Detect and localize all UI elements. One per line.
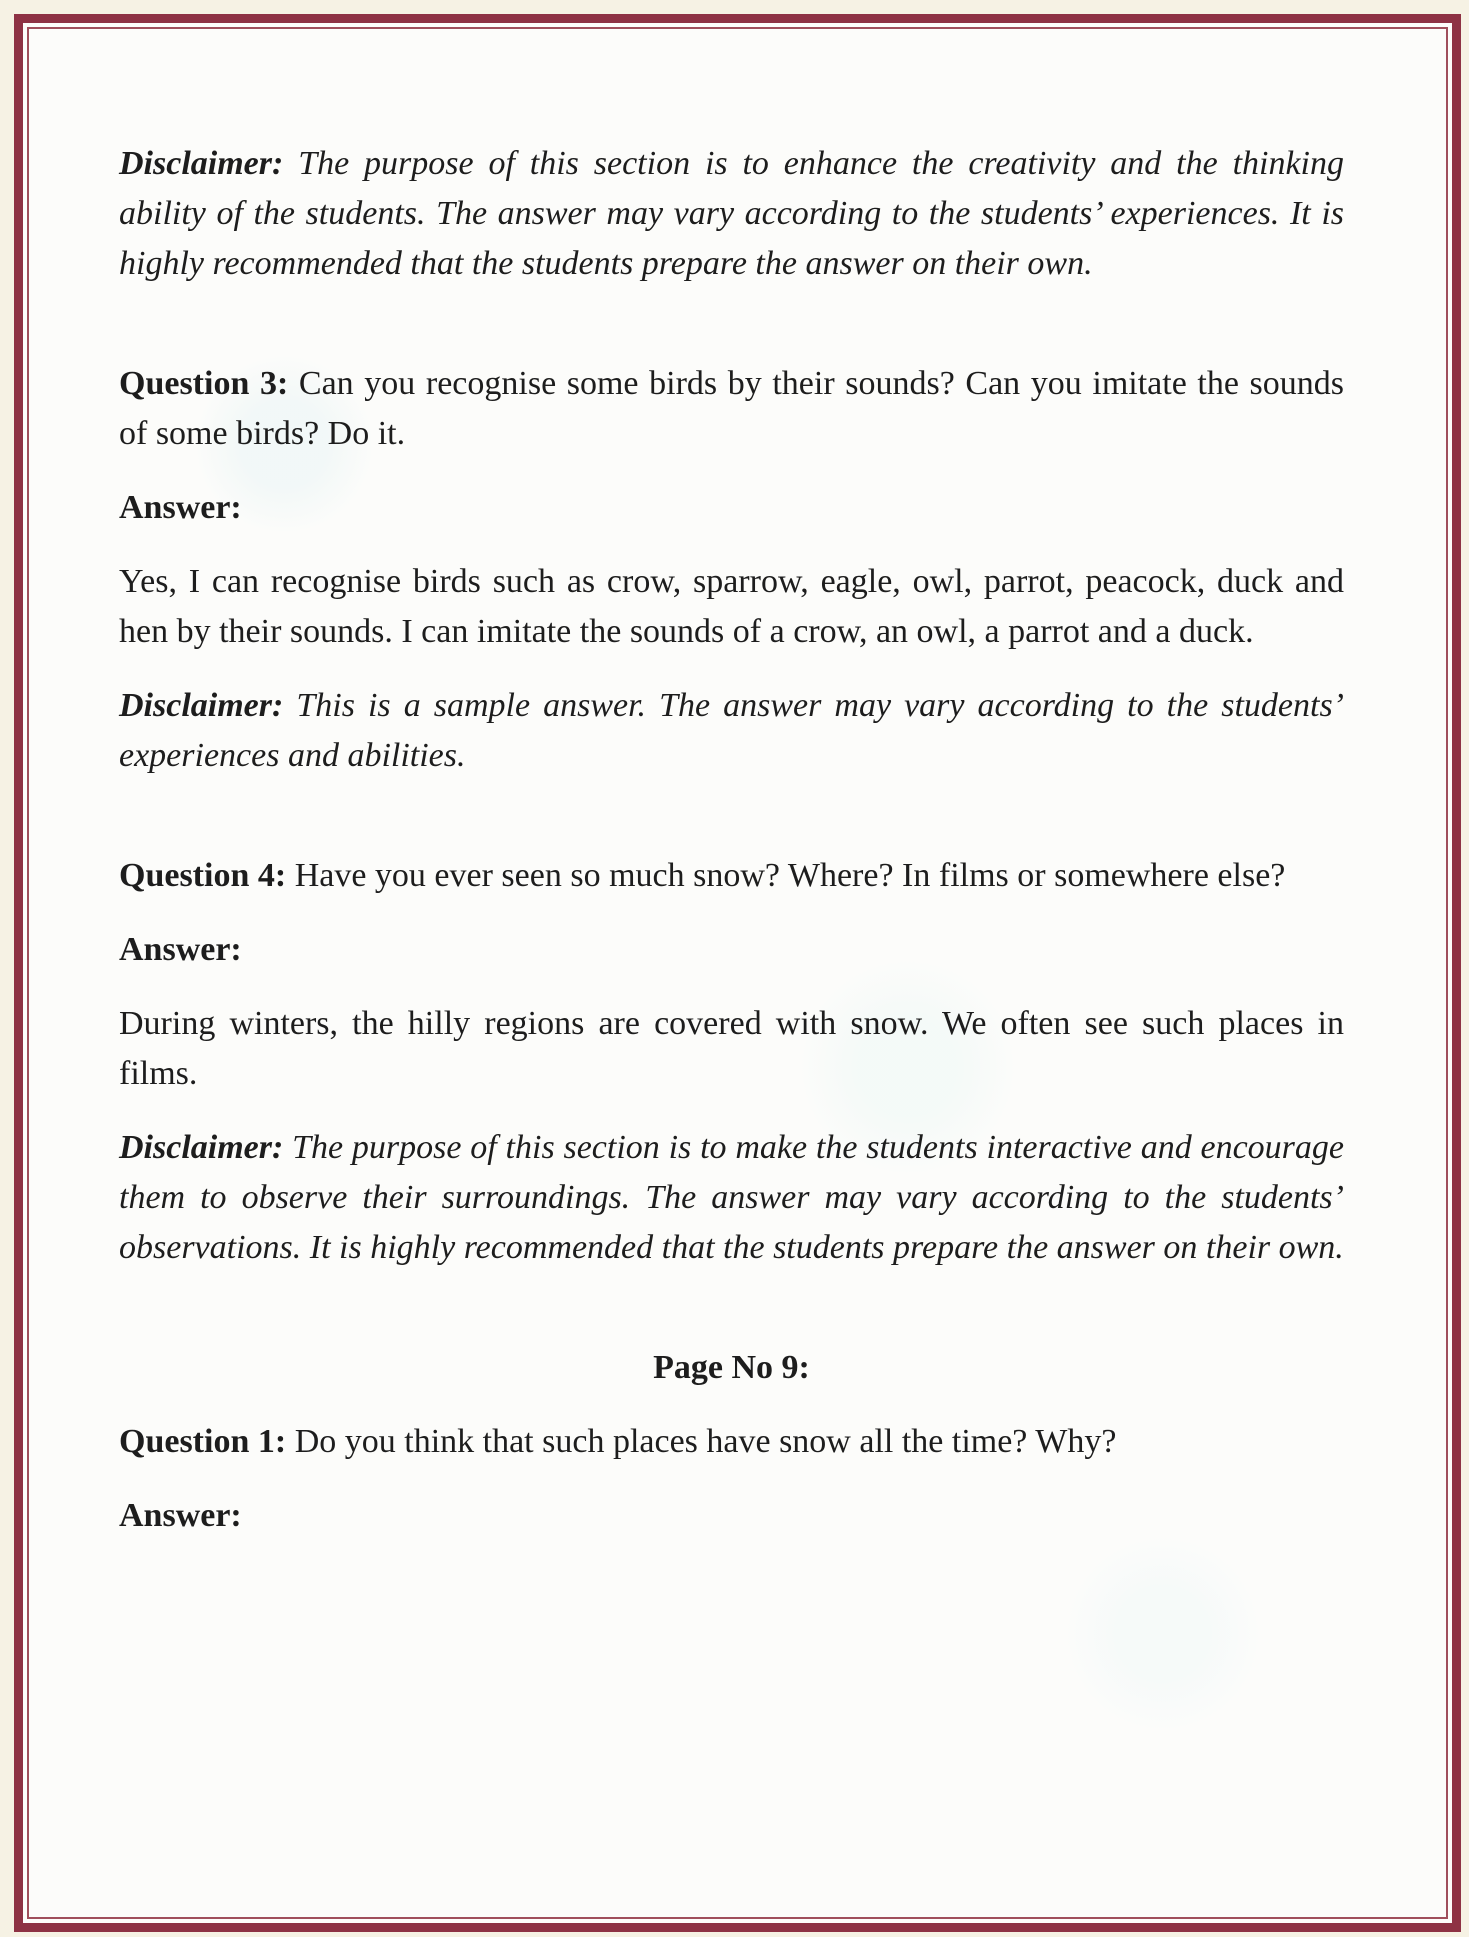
question-1-paragraph <box>119 1417 1344 1467</box>
question-1-label: Question 1: <box>119 1423 287 1460</box>
answer-3-label: Answer: <box>119 489 242 526</box>
answer-4-label: Answer: <box>119 931 242 968</box>
question-3-label: Question 3: <box>119 365 289 402</box>
answer-4-text: During winters, the hilly regions are covered with snow. We often see such places in films. <box>119 1005 1344 1092</box>
question-3-text: Can you recognise some birds by their sounds? Can you imitate the sounds of some birds? Do it. <box>119 365 1345 452</box>
answer-1-label: Answer: <box>119 1497 242 1534</box>
disclaimer-paragraph-3 <box>119 1123 1344 1273</box>
question-4-paragraph <box>119 851 1344 901</box>
disclaimer-lead: Disclaimer: <box>119 1129 284 1166</box>
disclaimer-text: The purpose of this section is to make the students interactive and encourage them to observe their surroundings. The answer may vary according to the students’ observations. It is highly recommended that the students prepare the answer on their own. <box>119 1129 1345 1266</box>
question-1-text: Do you think that such places have snow all the time? Why? <box>294 1423 1117 1460</box>
question-4-label: Question 4: <box>119 857 287 894</box>
disclaimer-paragraph-2 <box>119 681 1344 781</box>
disclaimer-text: This is a sample answer. The answer may vary according to the students’ experiences and abilities. <box>119 687 1344 774</box>
disclaimer-lead: Disclaimer: <box>119 145 284 182</box>
answer-3-text: Yes, I can recognise birds such as crow, sparrow, eagle, owl, parrot, peacock, duck and hen by their sounds. I can imitate the sounds of a crow, an owl, a parrot and a duck. <box>119 563 1344 650</box>
page-border-frame <box>14 14 1461 1932</box>
page-number-heading: Page No 9: <box>653 1349 810 1386</box>
question-4-text: Have you ever seen so much snow? Where? In films or somewhere else? <box>294 857 1286 894</box>
question-3-paragraph <box>119 359 1344 459</box>
disclaimer-text: The purpose of this section is to enhance the creativity and the thinking ability of the students. The answer may vary according to the students’ experiences. It is highly recommended that the students prepare the answer on their own. <box>119 145 1345 282</box>
disclaimer-lead: Disclaimer: <box>119 687 284 724</box>
page-content-area <box>27 27 1448 1919</box>
disclaimer-paragraph-1 <box>119 139 1344 289</box>
